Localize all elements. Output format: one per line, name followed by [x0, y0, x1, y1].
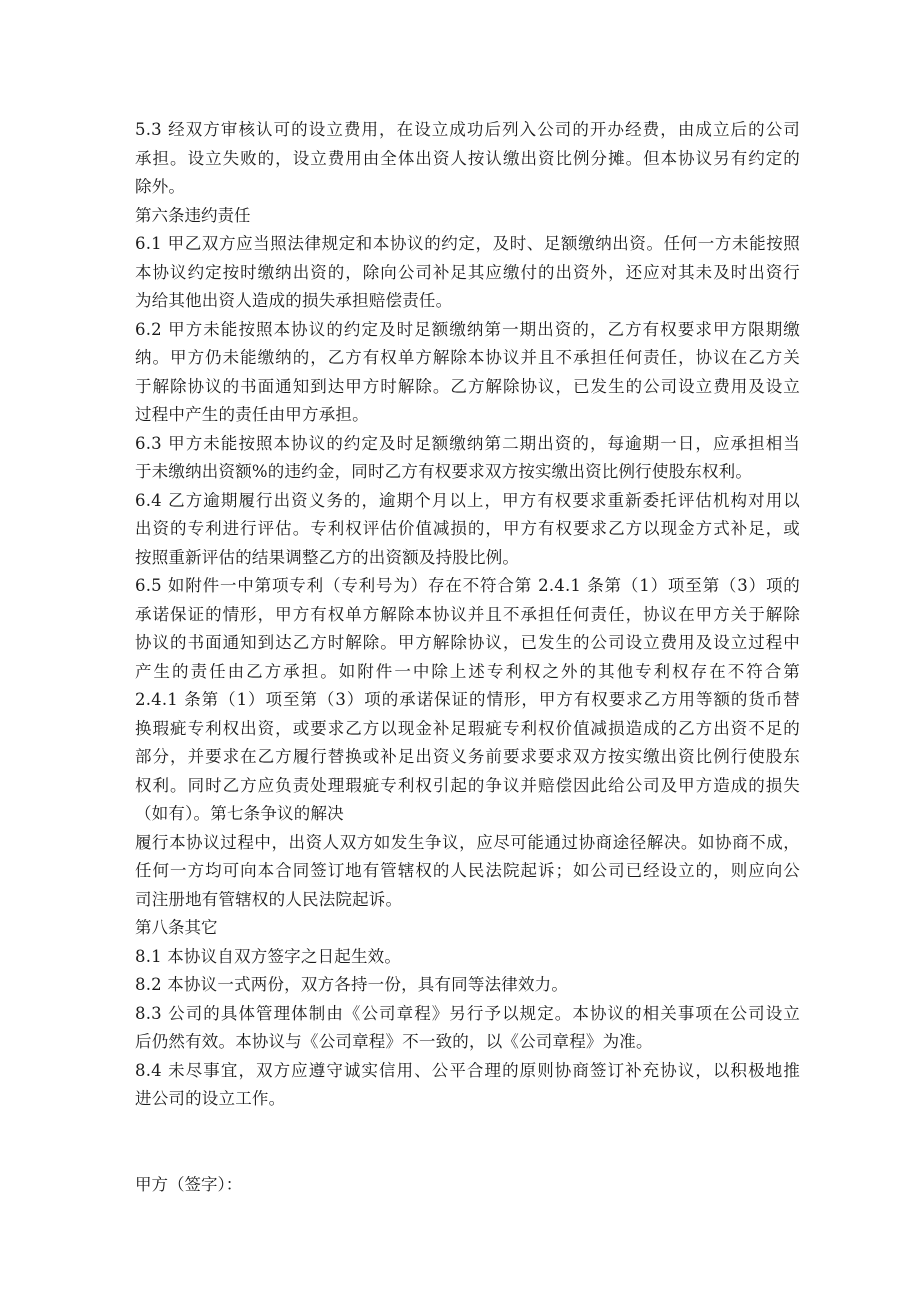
paragraph-line: （如有）。第七条争议的解决: [135, 804, 344, 823]
paragraph-line: 产生的责任由乙方承担。如附件一中除上述专利权之外的其他专利权存在不符合第: [135, 661, 800, 681]
paragraph-line: 于解除协议的书面通知到达甲方时解除。乙方解除协议，已发生的公司设立费用及设立: [135, 376, 800, 396]
paragraph-line: 任何一方均可向本合同签订地有管辖权的人民法院起诉；如公司已经设立的，则应向公: [135, 861, 800, 880]
paragraph-line: 8.2 本协议一式两份，双方各持一份，具有同等法律效力。: [135, 975, 569, 994]
document-body: [135, 116, 800, 1199]
spacer: [135, 1114, 800, 1171]
paragraph-line: 于未缴纳出资额%的违约金，同时乙方有权要求双方按实缴出资比例行使股东权利。: [135, 462, 753, 481]
paragraph-line: 协议的书面通知到达乙方时解除。甲方解除协议，已发生的公司设立费用及设立过程中: [135, 633, 800, 652]
paragraph-line: 6.4 乙方逾期履行出资义务的，逾期个月以上，甲方有权要求重新委托评估机构对用以: [135, 490, 800, 510]
paragraph-line: 过程中产生的责任由甲方承担。: [135, 405, 369, 424]
paragraph-line: 为给其他出资人造成的损失承担赔偿责任。: [135, 291, 453, 310]
paragraph-line: 本协议约定按时缴纳出资的，除向公司补足其应缴付的出资外，还应对其未及时出资行: [135, 262, 800, 282]
paragraph-line: 2.4.1 条第（1）项至第（3）项的承诺保证的情形，甲方有权要求乙方用等额的货币替: [135, 690, 800, 709]
signature-label: 甲方（签字）：: [135, 1174, 243, 1194]
paragraph-line: 5.3 经双方审核认可的设立费用，在设立成功后列入公司的开办经费，由成立后的公司: [135, 120, 800, 139]
paragraph-line: 6.5 如附件一中第项专利（专利号为）存在不符合第 2.4.1 条第（1）项至第（3）项的: [135, 576, 800, 595]
paragraph-line: 8.3 公司的具体管理体制由《公司章程》另行予以规定。本协议的相关事项在公司设立: [135, 1003, 800, 1023]
paragraph-line: 进公司的设立工作。: [135, 1089, 286, 1108]
paragraph-line: 6.3 甲方未能按照本协议的约定及时足额缴纳第二期出资的，每逾期一日，应承担相当: [135, 433, 800, 453]
paragraph-line: 承诺保证的情形，甲方有权单方解除本协议并且不承担任何责任，协议在甲方关于解除: [135, 604, 800, 624]
paragraph-line: 部分，并要求在乙方履行替换或补足出资义务前要求要求双方按实缴出资比例行使股东: [135, 747, 800, 766]
paragraph-line: 履行本协议过程中，出资人双方如发生争议，应尽可能通过协商途径解决。如协商不成，: [135, 832, 800, 852]
paragraph-line: 8.4 未尽事宜，双方应遵守诚实信用、公平合理的原则协商签订补充协议，以积极地推: [135, 1060, 800, 1080]
paragraph-line: 换瑕疵专利权出资，或要求乙方以现金补足瑕疵专利权价值减损造成的乙方出资不足的: [135, 718, 800, 738]
paragraph-line: 8.1 本协议自双方签字之日起生效。: [135, 946, 402, 966]
paragraph-line: 承担。设立失败的，设立费用由全体出资人按认缴出资比例分摊。但本协议另有约定的: [135, 148, 800, 168]
paragraph-line: 后仍然有效。本协议与《公司章程》不一致的，以《公司章程》为准。: [135, 1032, 653, 1051]
paragraph-line: 6.1 甲乙双方应当照法律规定和本协议的约定，及时、足额缴纳出资。任何一方未能按照: [135, 234, 800, 253]
paragraph-line: 按照重新评估的结果调整乙方的出资额及持股比例。: [135, 547, 520, 567]
section-heading: 第八条其它: [135, 918, 218, 937]
section-heading: 第六条违约责任: [135, 205, 251, 225]
paragraph-line: 权利。同时乙方应负责处理瑕疵专利权引起的争议并赔偿因此给公司及甲方造成的损失: [135, 775, 800, 795]
paragraph-line: 6.2 甲方未能按照本协议的约定及时足额缴纳第一期出资的，乙方有权要求甲方限期缴: [135, 319, 800, 339]
paragraph-line: 出资的专利进行评估。专利权评估价值减损的，甲方有权要求乙方以现金方式补足，或: [135, 519, 800, 538]
paragraph-line: 司注册地有管辖权的人民法院起诉。: [135, 889, 403, 909]
paragraph-line: 纳。甲方仍未能缴纳的，乙方有权单方解除本协议并且不承担任何责任，协议在乙方关: [135, 348, 800, 367]
paragraph-line: 除外。: [135, 177, 186, 196]
